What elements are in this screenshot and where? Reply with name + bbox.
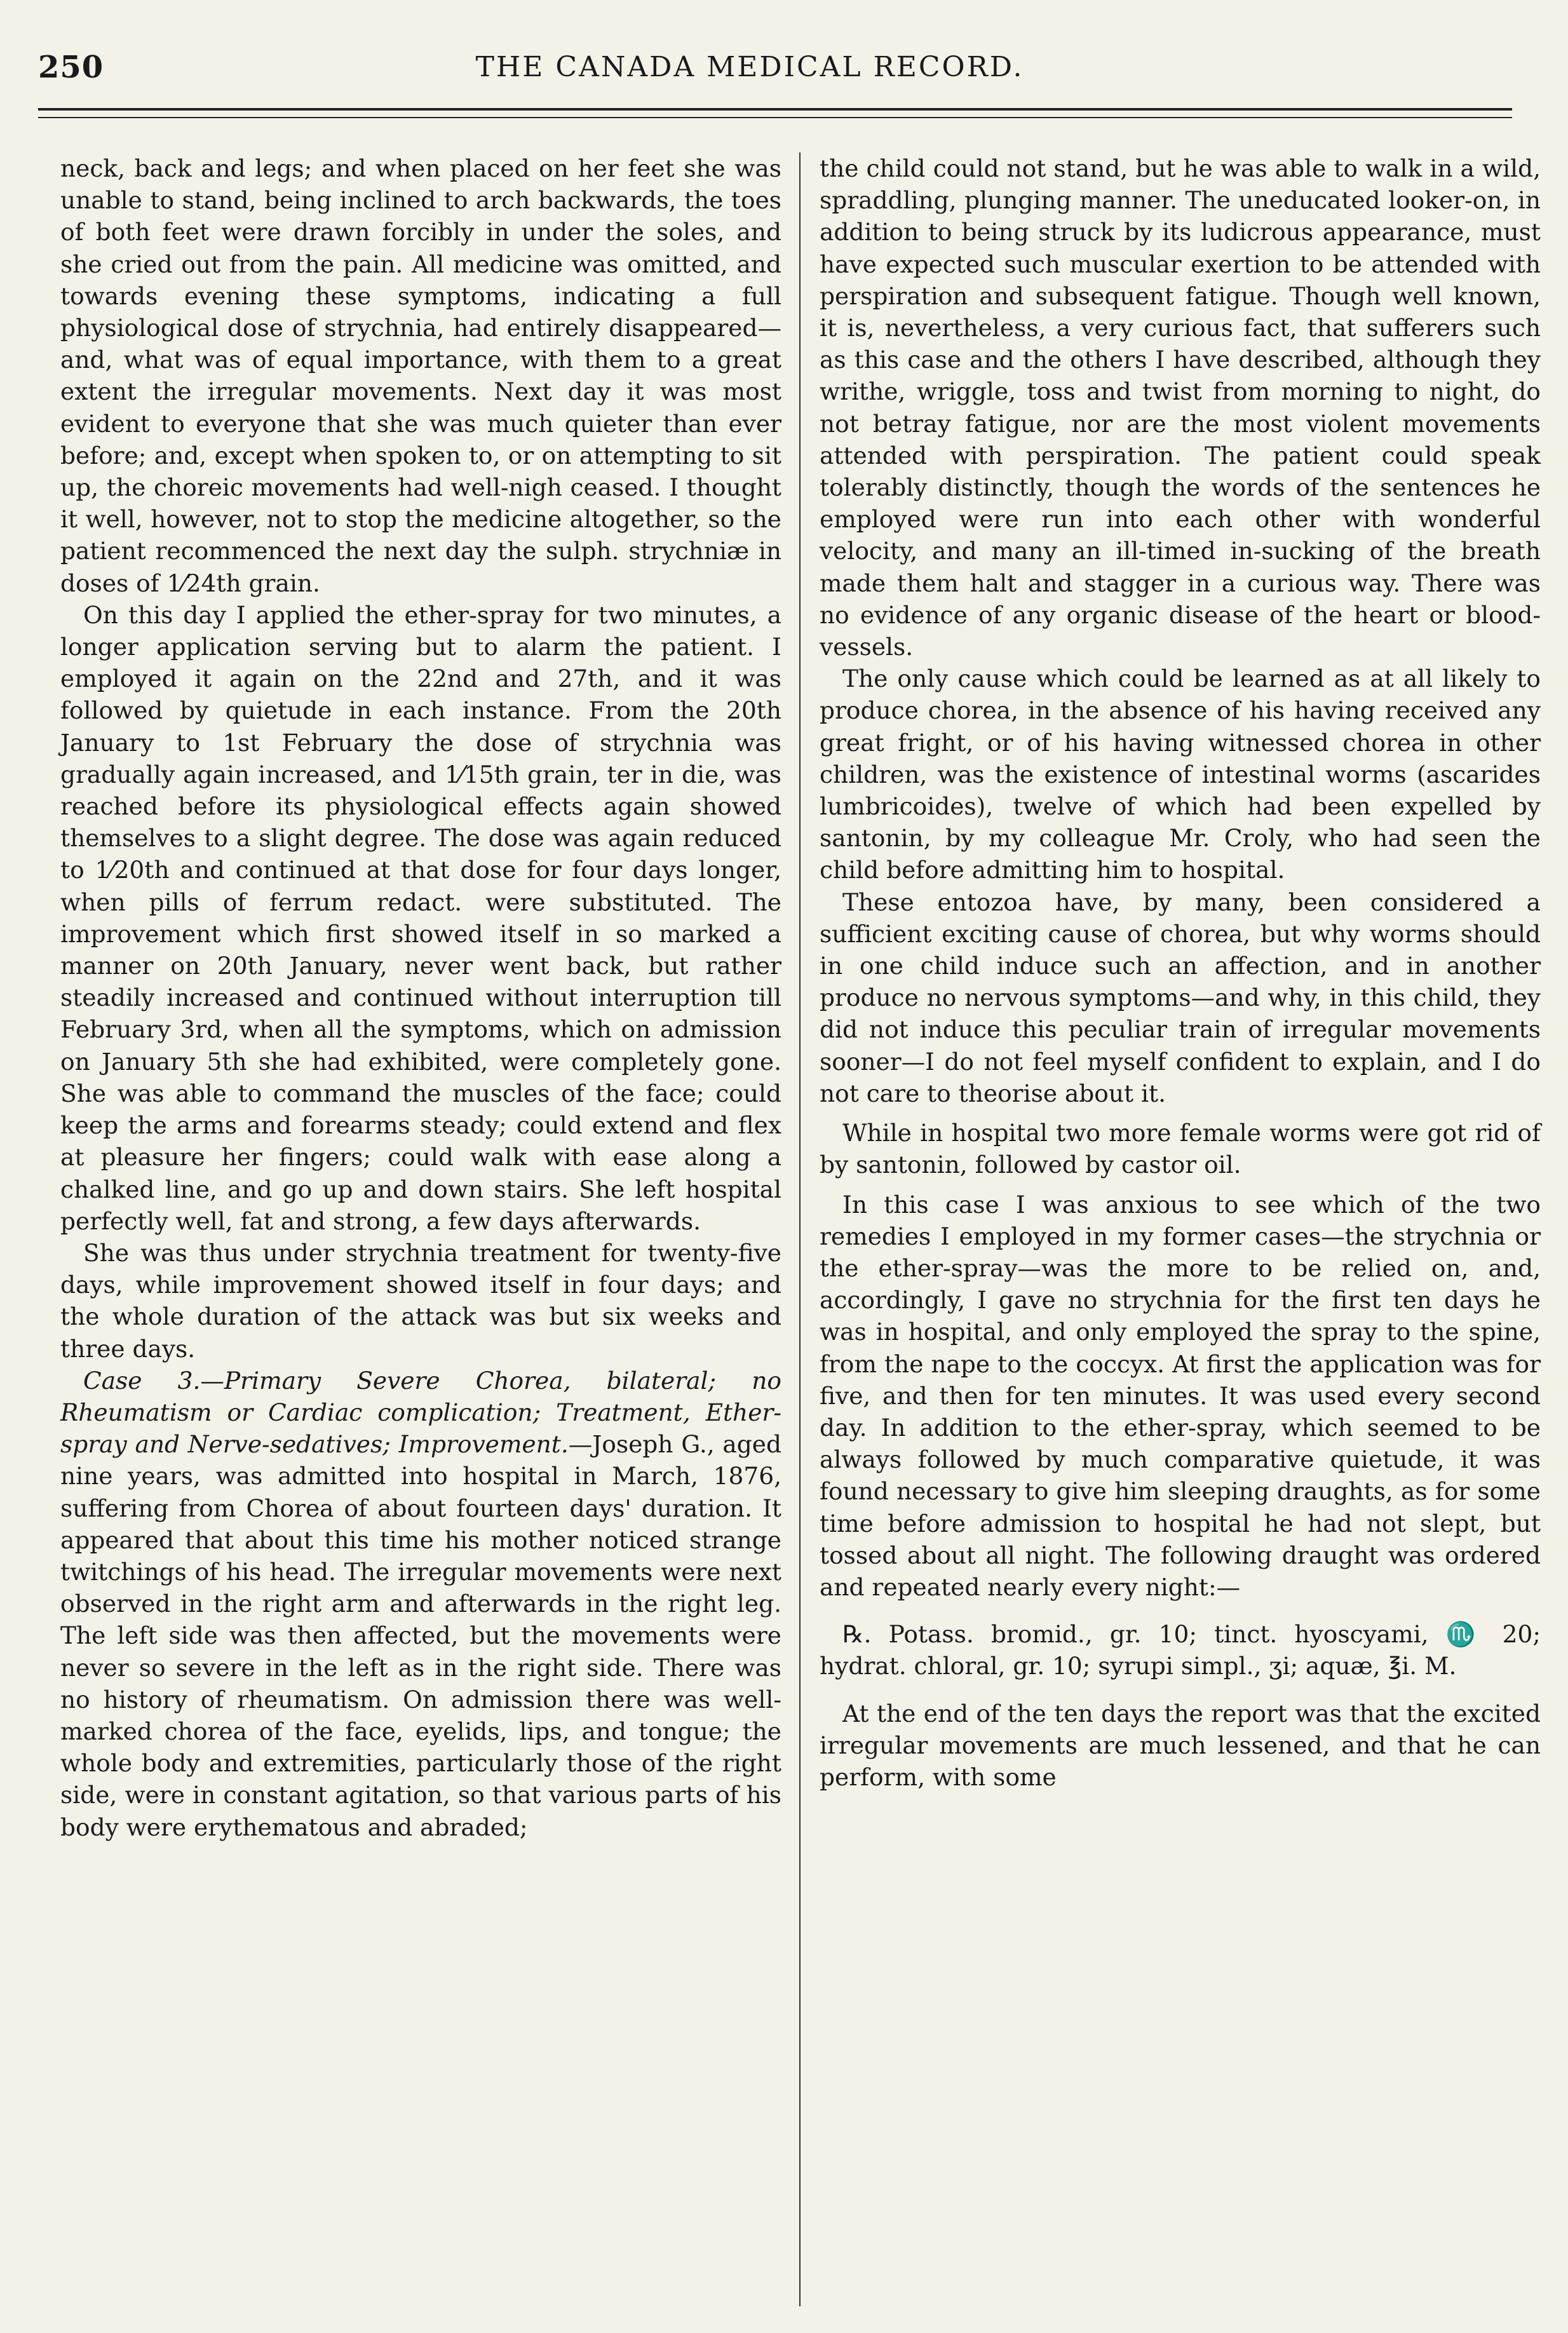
left-paragraph-1: neck, back and legs; and when placed on her feet she was unable to stand, being inclined to arch backwards, the toes of both feet were drawn forcibly in under the soles, and she cried out from the pain. All medicine was omitted, and towards evening these symptoms, indicating a full physiological dose of strychnia, had entirely disappeared—and, what was of equal importance, with them to a great extent the irregular movements. Next day it was most evident to everyone that she was much quieter than ever before; and, except when spoken to, or on attempting to sit up, the choreic movements had well-nigh ceased. I thought it well, however, not to stop the medicine altogether, so the patient recommenced the next day the sulph. strychniæ in doses of 1⁄24th grain. (60, 154, 781, 597)
right-paragraph-2: The only cause which could be learned as at all likely to produce chorea, in the absence of his having received any great fright, or of his having witnessed chorea in other children, was the existence of intestinal worms (ascarides lumbricoides), twelve of which had been expelled by santonin, by my colleague Mr. Croly, who had seen the child before admitting him to hospital. (820, 665, 1541, 884)
left-paragraph-2: On this day I applied the ether-spray for two minutes, a longer application serving but to alarm the patient. I employed it again on the 22nd and 27th, and it was followed by quietude in each instance. From the 20th January to 1st February the dose of strychnia was gradually again increased, and 1⁄15th grain, ter in die, was reached before its physiological effects again showed themselves to a slight degree. The dose was again reduced to 1⁄20th and continued at that dose for four days longer, when pills of ferrum redact. were substituted. The improvement which first showed itself in so marked a manner on 20th January, never went back, but rather steadily increased and continued without interruption till February 3rd, when all the symptoms, which on admission on January 5th she had exhibited, were completely gone. She was able to command the muscles of the face; could keep the arms and forearms steady; could extend and flex at pleasure her fingers; could walk with ease along a chalked line, and go up and down stairs. She left hospital perfectly well, fat and strong, a few days afterwards. (60, 600, 781, 1235)
left-column (60, 152, 781, 2313)
header-rule-thin (38, 117, 1512, 118)
right-column (820, 152, 1541, 2313)
column-divider (799, 152, 801, 2306)
case-3-text: —Joseph G., aged nine years, was admitted into hospital in March, 1876, suffering from Chorea of about fourteen days' duration. It appeared that about this time his mother noticed strange twitchings of his head. The irregular movements were next observed in the right arm and afterwards in the right leg. The left side was then affected, but the movements were never so severe in the left as in the right side. There was no history of rheumatism. On admission there was well-marked chorea of the face, eyelids, lips, and tongue; the whole body and extremities, particularly those of the right side, were in constant agitation, so that various parts of his body were erythematous and abraded; (60, 1430, 781, 1841)
page-number: 250 (38, 50, 104, 85)
case-heading: Primary Severe Chorea, bilateral; no Rheumatism or Cardiac complication; Treatment, Ether-spray and Nerve-sedatives; Improvement. (60, 1366, 781, 1459)
right-paragraph-1: the child could not stand, but he was able to walk in a wild, spraddling, plunging manner. The uneducated looker-on, in addition to being struck by its ludicrous appearance, must have expected such muscular exertion to be attended with perspiration and subsequent fatigue. Though well known, it is, nevertheless, a very curious fact, that sufferers such as this case and the others I have described, although they writhe, wriggle, toss and twist from morning to night, do not betray fatigue, nor are the most violent movements attended with perspiration. The patient could speak tolerably distinctly, though the words of the sentences he employed were run into each other with wonderful velocity, and many an ill-timed in-sucking of the breath made them halt and stagger in a curious way. There was no evidence of any organic disease of the heart or blood-vessels. (820, 154, 1541, 661)
page-header (38, 50, 1461, 100)
left-paragraph-3: She was thus under strychnia treatment for twenty-five days, while improvement showed itself in four days; and the whole duration of the attack was but six weeks and three days. (60, 1238, 781, 1363)
header-rule-thick (38, 108, 1512, 111)
case-3-paragraph (60, 1365, 781, 1843)
case-label: Case 3.— (83, 1366, 224, 1395)
right-paragraph-4: While in hospital two more female worms were got rid of by santonin, followed by castor oil. (820, 1119, 1541, 1179)
prescription: ℞. Potass. bromid., gr. 10; tinct. hyoscyami, ♏ 20; hydrat. chloral, gr. 10; syrupi simpl., ʒi; aquæ, ℥i. M. (820, 1620, 1541, 1680)
right-paragraph-5: In this case I was anxious to see which of the two remedies I employed in my former cases—the strychnia or the ether-spray—was the more to be relied on, and, accordingly, I gave no strychnia for the first ten days he was in hospital, and only employed the spray to the spine, from the nape to the coccyx. At first the application was for five, and then for ten minutes. It was used every second day. In addition to the ether-spray, which seemed to be always followed by much comparative quietude, it was found necessary to give him sleeping draughts, as for some time before admission to hospital he had not slept, but tossed about all night. The following draught was ordered and repeated nearly every night:— (820, 1190, 1541, 1601)
right-paragraph-3: These entozoa have, by many, been considered a sufficient exciting cause of chorea, but why worms should in one child induce such an affection, and in another produce no nervous symptoms—and why, in this child, they did not induce this peculiar train of irregular movements sooner—I do not feel myself confident to explain, and I do not care to theorise about it. (820, 888, 1541, 1107)
running-title: THE CANADA MEDICAL RECORD. (475, 51, 1024, 83)
right-paragraph-6: At the end of the ten days the report was that the excited irregular movements are much lessened, and that he can perform, with some (820, 1699, 1541, 1791)
